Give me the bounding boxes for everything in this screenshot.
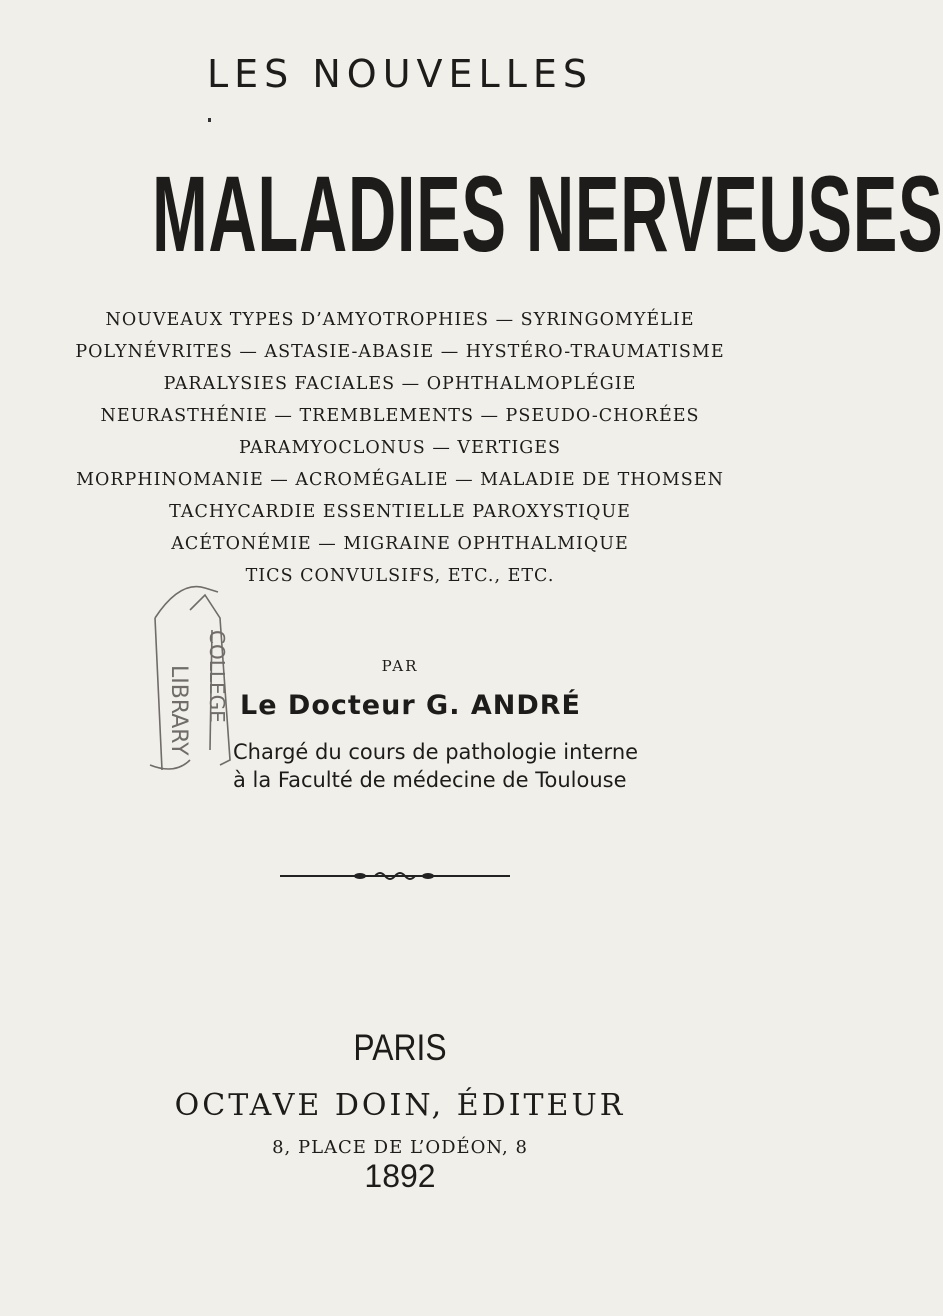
author-affiliation-line2: à la Faculté de médecine de Toulouse — [233, 768, 627, 792]
topic-line: TICS CONVULSIFS, ETC., ETC. — [245, 566, 555, 586]
topic-line: NOUVEAUX TYPES D’AMYOTROPHIES — SYRINGOMYÉLIE — [105, 310, 695, 330]
topic-line: POLYNÉVRITES — ASTASIE-ABASIE — HYSTÉRO-TRAUMATISME — [75, 342, 725, 362]
by-label: PAR — [381, 657, 419, 675]
author-name: Le Docteur G. ANDRÉ — [240, 690, 581, 721]
printer-dot — [208, 118, 211, 122]
publication-year: 1892 — [364, 1158, 436, 1194]
main-title: MALADIES NERVEUSES — [152, 153, 943, 274]
publisher-address: 8, PLACE DE L’ODÉON, 8 — [272, 1137, 528, 1158]
topic-line: NEURASTHÉNIE — TREMBLEMENTS — PSEUDO-CHORÉES — [100, 406, 700, 426]
publisher-name: OCTAVE DOIN, ÉDITEUR — [174, 1088, 626, 1123]
stamp-left-text: LIBRARY — [166, 665, 191, 756]
topic-line: PARAMYOCLONUS — VERTIGES — [238, 438, 562, 458]
publication-city: PARIS — [353, 1027, 447, 1068]
author-affiliation-line1: Chargé du cours de pathologie interne — [233, 740, 639, 764]
topic-line: TACHYCARDIE ESSENTIELLE PAROXYSTIQUE — [169, 502, 631, 522]
stamp-right-text: COLLEGE — [205, 630, 229, 723]
series-title: LES NOUVELLES — [206, 52, 593, 96]
topic-line: ACÉTONÉMIE — MIGRAINE OPHTHALMIQUE — [171, 534, 629, 554]
ornament-divider-icon — [280, 868, 510, 884]
topic-line: PARALYSIES FACIALES — OPHTHALMOPLÉGIE — [163, 374, 637, 394]
topic-line: MORPHINOMANIE — ACROMÉGALIE — MALADIE DE THOMSEN — [76, 470, 724, 490]
